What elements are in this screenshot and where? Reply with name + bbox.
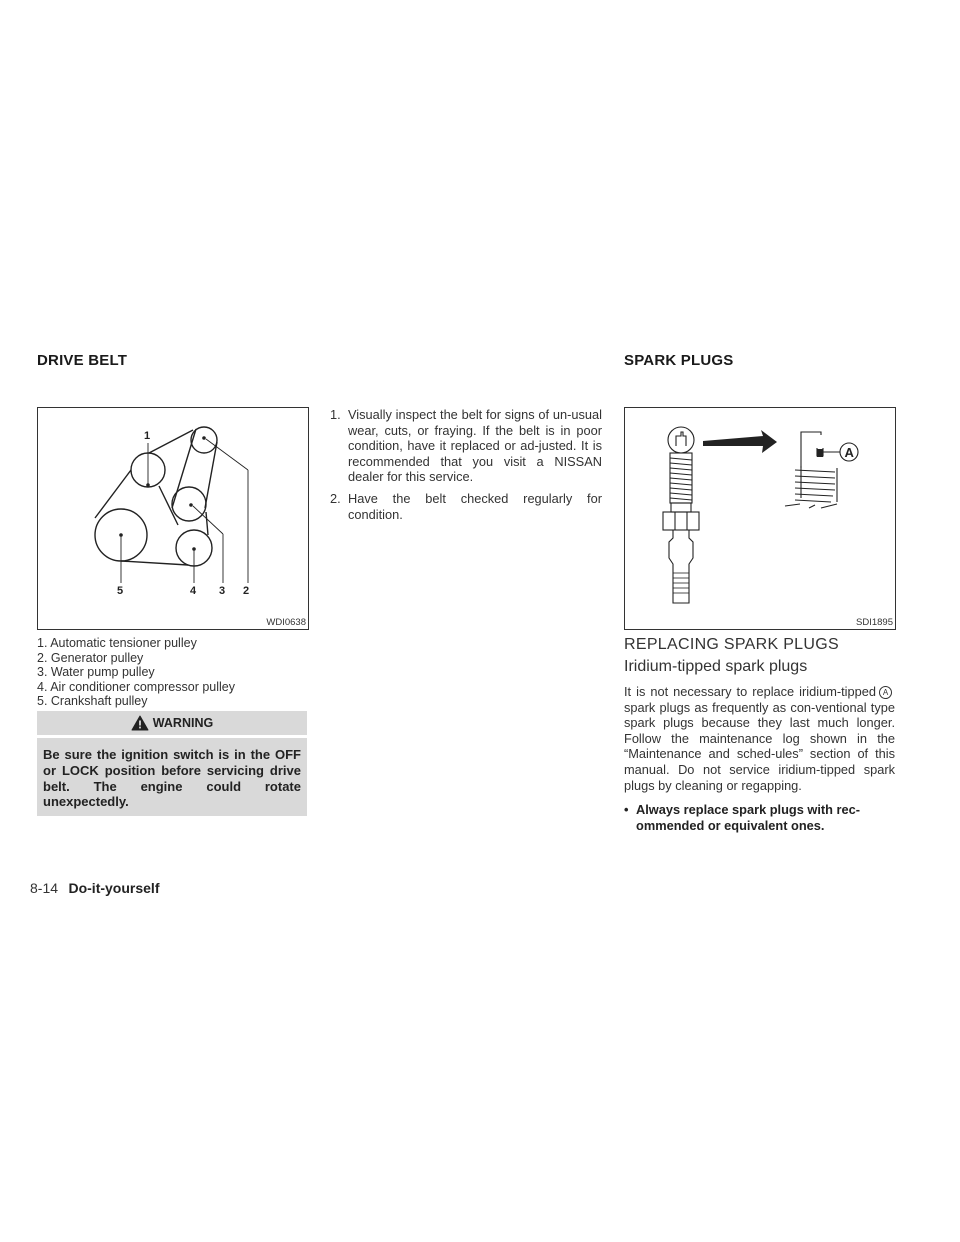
belt-legend xyxy=(37,636,307,709)
arrow-icon xyxy=(703,430,777,453)
warning-triangle-icon xyxy=(131,715,149,731)
drive-belt-figure xyxy=(37,407,309,630)
step-number: 1. xyxy=(330,407,341,422)
bullet-text: Always replace spark plugs with rec-ommended or equivalent ones. xyxy=(636,802,861,833)
warning-box xyxy=(37,711,307,816)
spark-plug-diagram xyxy=(625,408,895,629)
spark-plug-figure xyxy=(624,407,896,630)
marker-a: A xyxy=(879,686,892,699)
warning-header xyxy=(37,711,307,735)
para-after: spark plugs as frequently as con-ventional type spark plugs because they last much longer. Follow the maintenance log shown in the “Maintenance and sched-ules” section of this manual. Do not service iridium-tipped spark plugs by cleaning or regapping. xyxy=(624,699,895,793)
callout-1: 1 xyxy=(144,430,151,442)
legend-item: 3. Water pump pulley xyxy=(37,665,155,680)
legend-item: 5. Crankshaft pulley xyxy=(37,694,148,709)
belt-figure-code: WDI0638 xyxy=(266,617,306,628)
warning-title: WARNING xyxy=(152,716,214,730)
drive-belt-heading: DRIVE BELT xyxy=(37,352,128,369)
step-text: Have the belt checked regularly for condition. xyxy=(348,490,602,522)
spark-plugs-heading: SPARK PLUGS xyxy=(624,352,734,369)
spark-bullet xyxy=(624,802,895,833)
callout-4: 4 xyxy=(190,585,197,597)
para-before: It is not necessary to replace iridium-tipped xyxy=(624,684,876,699)
spark-figure-code: SDI1895 xyxy=(856,617,893,628)
spark-paragraph xyxy=(624,684,895,793)
label-a: A xyxy=(844,445,854,460)
page-footer xyxy=(30,880,159,898)
legend-item: 4. Air conditioner compressor pulley xyxy=(37,679,236,694)
callout-5: 5 xyxy=(117,585,124,597)
drive-belt-path xyxy=(95,429,217,565)
callout-3: 3 xyxy=(219,585,226,597)
step-item xyxy=(330,407,602,485)
step-number: 2. xyxy=(330,490,341,506)
page-number: 8-14 xyxy=(30,880,59,896)
replacing-spark-plugs-heading: REPLACING SPARK PLUGS xyxy=(624,636,839,653)
legend-item: 2. Generator pulley xyxy=(37,650,144,665)
belt-steps xyxy=(330,407,602,528)
legend-item: 1. Automatic tensioner pulley xyxy=(37,636,197,650)
bullet-icon: • xyxy=(624,802,629,817)
chapter-title: Do-it-yourself xyxy=(68,880,160,896)
warning-text: Be sure the ignition switch is in the OFF or LOCK position before servicing drive belt. The engine could rotate unexpectedly. xyxy=(37,738,307,816)
callout-2: 2 xyxy=(243,585,250,597)
step-item xyxy=(330,491,602,522)
drive-belt-diagram xyxy=(38,408,308,629)
iridium-heading: Iridium-tipped spark plugs xyxy=(624,658,808,675)
step-text: Visually inspect the belt for signs of un-usual wear, cuts, or fraying. If the belt is in poor condition, have it replaced or ad-justed. It is recommended that you visit a NISSAN dealer for this service. xyxy=(348,407,602,485)
